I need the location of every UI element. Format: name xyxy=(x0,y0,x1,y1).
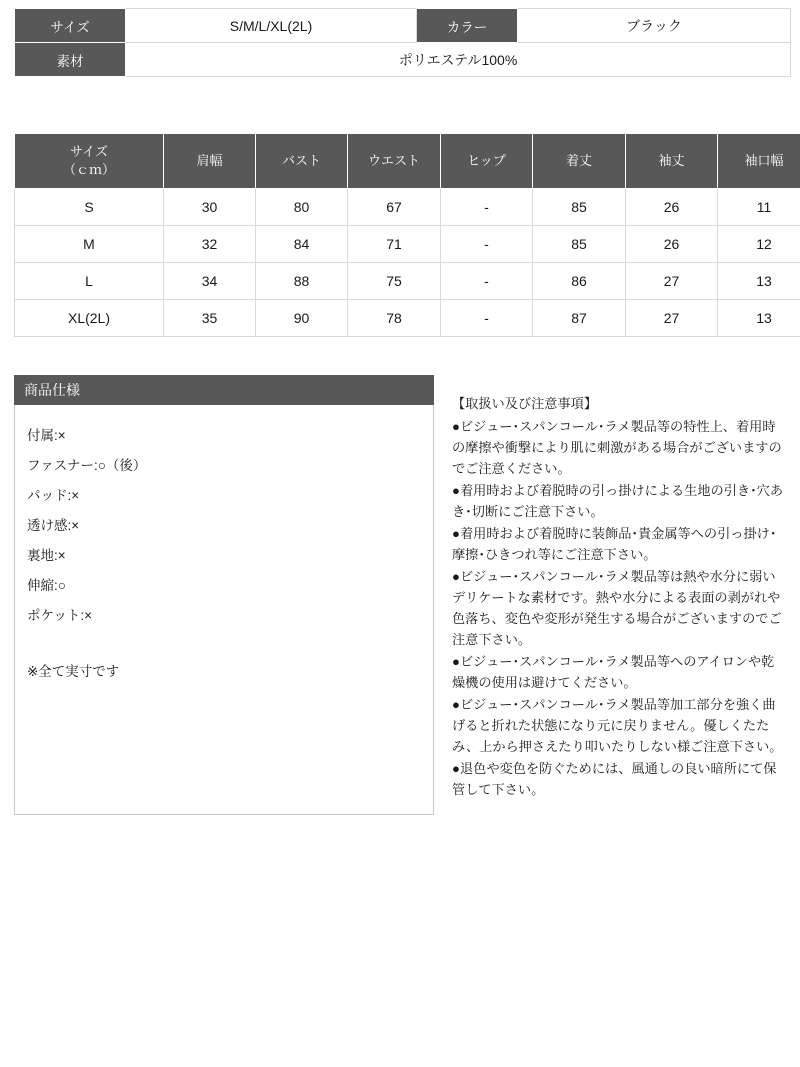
spec-item-zipper: ファスナー:○（後） xyxy=(27,458,147,473)
cell-bust: 88 xyxy=(256,263,348,300)
col-header-length: 着丈 xyxy=(533,134,626,189)
spec-item-pocket: ポケット:× xyxy=(27,608,92,623)
cell-waist: 78 xyxy=(348,300,441,337)
spec-item-sheerness: 透け感:× xyxy=(27,518,80,533)
col-header-shoulder: 肩幅 xyxy=(164,134,256,189)
cell-waist: 67 xyxy=(348,189,441,226)
spec-size-value: S/M/L/XL(2L) xyxy=(126,9,417,43)
spec-item-lining: 裏地:× xyxy=(27,548,66,563)
col-header-bust: バスト xyxy=(256,134,348,189)
cell-bust: 90 xyxy=(256,300,348,337)
cell-shoulder: 30 xyxy=(164,189,256,226)
table-row xyxy=(15,43,791,77)
col-header-sleeve: 袖丈 xyxy=(626,134,718,189)
col-header-size-line1: サイズ xyxy=(70,144,108,160)
cell-waist: 75 xyxy=(348,263,441,300)
cell-length: 86 xyxy=(533,263,626,300)
spec-item-stretch: 伸縮:○ xyxy=(27,578,66,593)
cell-bust: 80 xyxy=(256,189,348,226)
notice-paragraph: ●ビジュー･スパンコール･ラメ製品等は熱や水分に弱いデリケートな素材です。熱や水分による表面の剥がれや色落ち、変色や変形が発生する場合がございますのでご注意下さい。 xyxy=(452,569,782,647)
spec-item-accessory: 付属:× xyxy=(27,428,66,443)
cell-size: M xyxy=(15,226,164,263)
spec-material-label: 素材 xyxy=(15,43,126,77)
cell-bust: 84 xyxy=(256,226,348,263)
cell-sleeve: 26 xyxy=(626,189,718,226)
col-header-hip: ヒップ xyxy=(441,134,533,189)
cell-hip: - xyxy=(441,300,533,337)
product-spec-body xyxy=(14,405,434,815)
cell-hip: - xyxy=(441,189,533,226)
notice-paragraph: ●ビジュー･スパンコール･ラメ製品等加工部分を強く曲げると折れた状態になり元に戻りません。優しくたたみ、上から押さえたり叩いたりしない様ご注意下さい。 xyxy=(452,697,783,754)
cell-hip: - xyxy=(441,263,533,300)
notice-paragraph: ●着用時および着脱時に装飾品･貴金属等への引っ掛け･摩擦･ひきつれ等にご注意下さい。 xyxy=(452,526,777,562)
cell-length: 87 xyxy=(533,300,626,337)
notice-section xyxy=(452,393,786,801)
cell-length: 85 xyxy=(533,189,626,226)
col-header-size xyxy=(15,134,164,189)
col-header-cuff: 袖口幅 xyxy=(718,134,800,189)
notice-paragraph: ●着用時および着脱時の引っ掛けによる生地の引き･穴あき･切断にご注意下さい。 xyxy=(452,483,784,519)
cell-sleeve: 27 xyxy=(626,300,718,337)
cell-shoulder: 32 xyxy=(164,226,256,263)
table-row xyxy=(15,300,800,337)
spec-summary-table xyxy=(14,8,791,77)
notice-paragraph: ●ビジュー･スパンコール･ラメ製品等へのアイロンや乾燥機の使用は避けてください。 xyxy=(452,654,775,690)
spec-note: ※全て実寸です xyxy=(27,664,120,679)
cell-shoulder: 34 xyxy=(164,263,256,300)
cell-length: 85 xyxy=(533,226,626,263)
cell-size: S xyxy=(15,189,164,226)
table-row xyxy=(15,226,800,263)
notice-paragraph: ●ビジュー･スパンコール･ラメ製品等の特性上、着用時の摩擦や衝撃により肌に刺激がある場合がございますのでご注意ください。 xyxy=(452,419,782,476)
spec-material-value: ポリエステル100% xyxy=(126,43,791,77)
cell-cuff: 11 xyxy=(718,189,800,226)
cell-waist: 71 xyxy=(348,226,441,263)
notice-paragraph: ●退色や変色を防ぐためには、風通しの良い暗所にて保管して下さい。 xyxy=(452,761,777,797)
table-row xyxy=(15,9,791,43)
spec-size-label: サイズ xyxy=(15,9,126,43)
table-row xyxy=(15,189,800,226)
table-header-row xyxy=(15,134,800,189)
cell-cuff: 13 xyxy=(718,300,800,337)
table-row xyxy=(15,263,800,300)
col-header-size-line2: （ｃｍ） xyxy=(62,162,115,177)
size-measurement-table xyxy=(14,133,800,337)
cell-cuff: 12 xyxy=(718,226,800,263)
cell-shoulder: 35 xyxy=(164,300,256,337)
notice-title: 【取扱い及び注意事項】 xyxy=(452,396,598,411)
spec-color-value: ブラック xyxy=(518,9,791,43)
cell-cuff: 13 xyxy=(718,263,800,300)
product-spec-title: 商品仕様 xyxy=(14,375,434,405)
spec-color-label: カラー xyxy=(417,9,518,43)
cell-sleeve: 26 xyxy=(626,226,718,263)
col-header-waist: ウエスト xyxy=(348,134,441,189)
product-spec-box xyxy=(14,375,434,815)
cell-size: XL(2L) xyxy=(15,300,164,337)
cell-size: L xyxy=(15,263,164,300)
spec-item-pad: パッド:× xyxy=(27,488,80,503)
cell-hip: - xyxy=(441,226,533,263)
cell-sleeve: 27 xyxy=(626,263,718,300)
